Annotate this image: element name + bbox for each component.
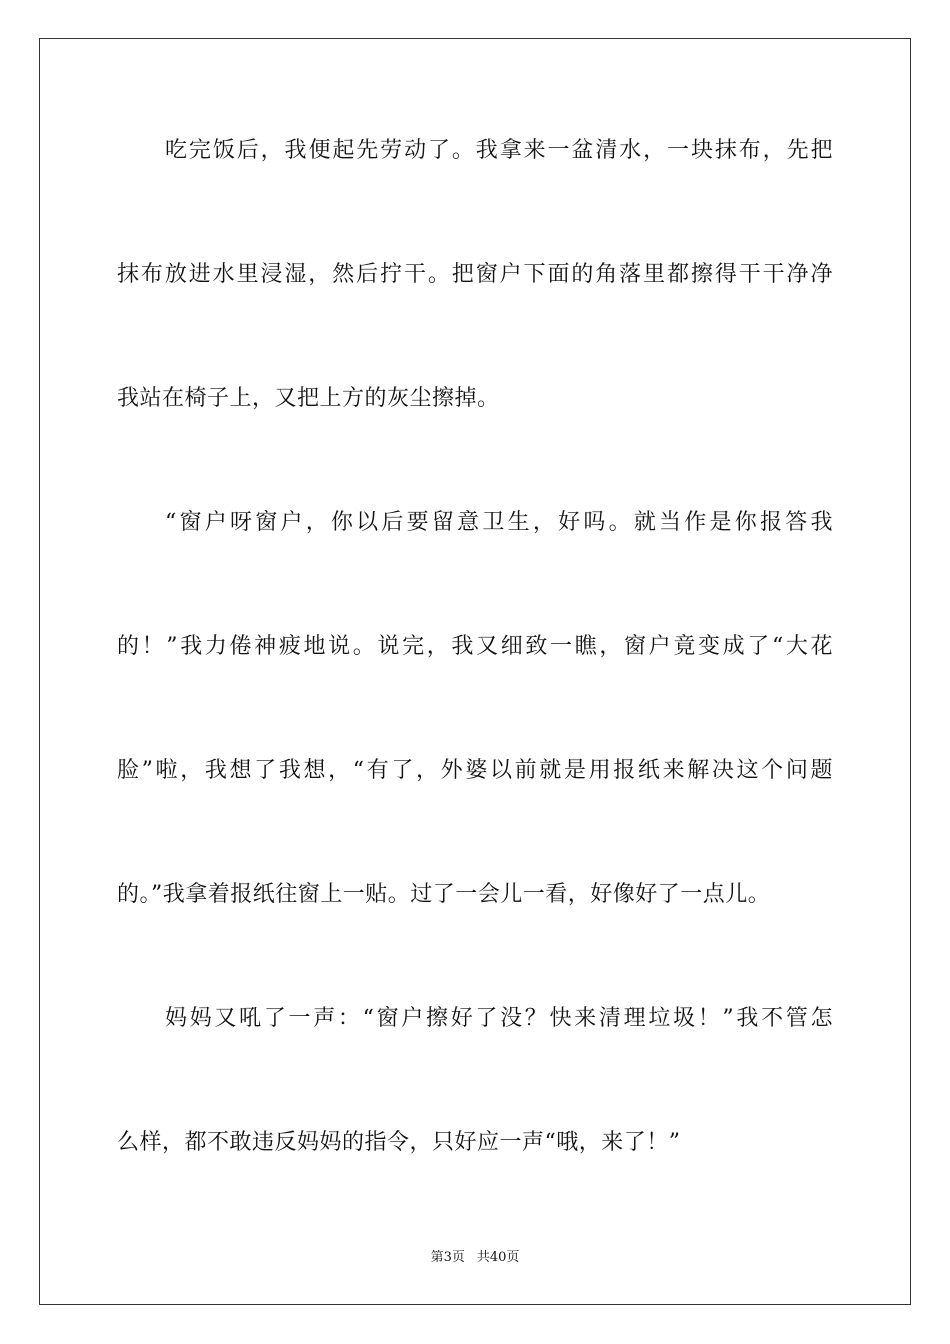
page-number: 第3页: [430, 1250, 465, 1265]
page-border: [39, 38, 911, 1305]
text-line: 抹布放进水里浸湿，然后拧干。把窗户下面的角落里都擦得干干净净: [117, 262, 833, 287]
text-line: 我站在椅子上，又把上方的灰尘擦掉。: [117, 386, 500, 411]
text-line: 脸”啦，我想了我想，“有了，外婆以前就是用报纸来解决这个问题: [117, 758, 833, 783]
text-line: 妈妈又吼了一声：“窗户擦好了没？快来清理垃圾！”我不管怎: [165, 1006, 833, 1031]
text-line: 么样，都不敢违反妈妈的指令，只好应一声“哦，来了！”: [117, 1130, 681, 1155]
text-line: “窗户呀窗户，你以后要留意卫生，好吗。就当作是你报答我: [165, 510, 833, 535]
text-line: 的。”我拿着报纸往窗上一贴。过了一会儿一看，好像好了一点儿。: [117, 882, 771, 907]
text-line: 吃完饭后，我便起先劳动了。我拿来一盆清水，一块抹布，先把: [165, 138, 833, 163]
text-line: 的！”我力倦神疲地说。说完，我又细致一瞧，窗户竟变成了“大花: [117, 634, 833, 659]
page-total: 共40页: [476, 1250, 520, 1265]
page-footer: [0, 1246, 950, 1265]
